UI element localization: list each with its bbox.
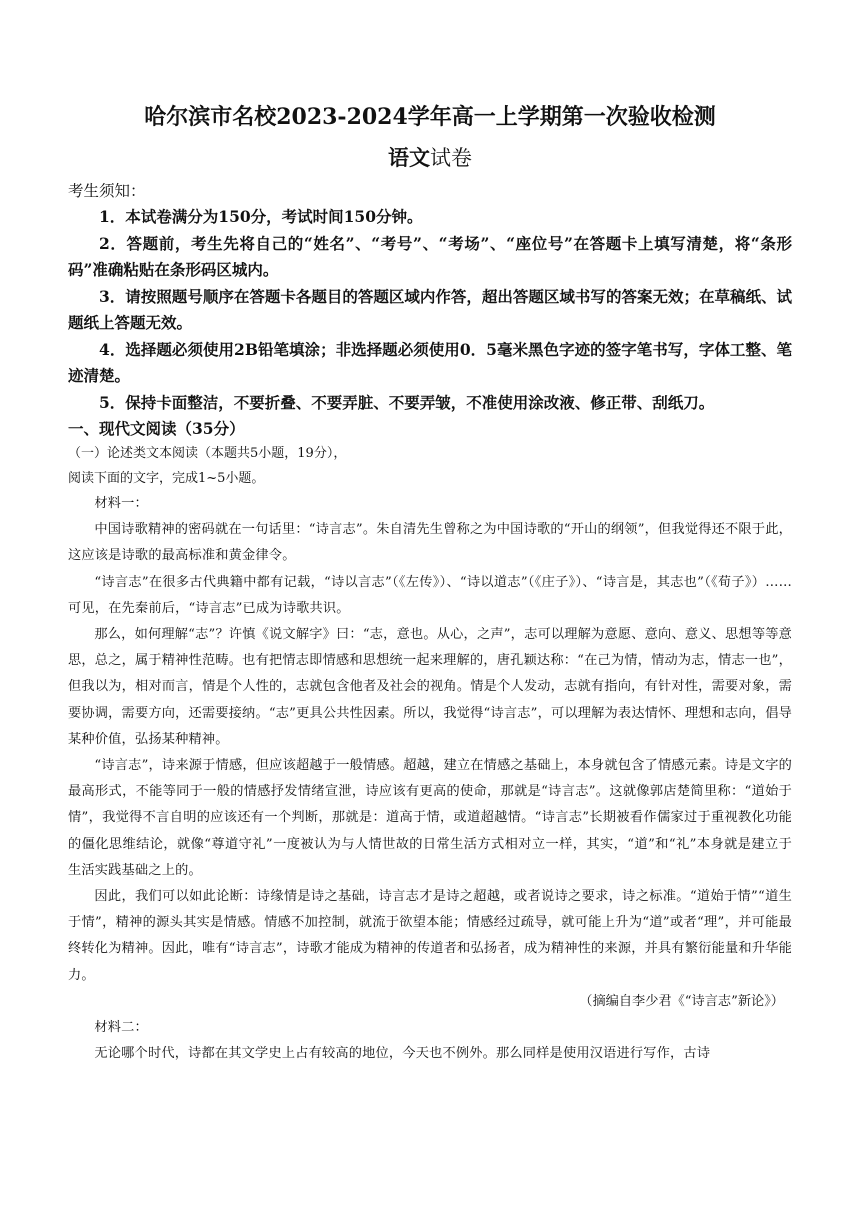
subsection-heading: （一）论述类文本阅读（本题共5小题，19分），	[68, 446, 347, 461]
notice-item-4: 4．选择题必须使用2B铅笔填涂；非选择题必须使用0．5毫米黑色字迹的签字笔书写，字体工整、笔迹清楚。	[68, 339, 792, 385]
reading-instruction: 阅读下面的文字，完成1~5小题。	[68, 471, 265, 486]
material-1-paragraph: “诗言志”在很多古代典籍中都有记载，“诗以言志”（《左传》）、“诗以道志”（《庄子》）、“诗言是，其志也”（《荀子》）……可见，在先秦前后，“诗言志”已成为诗歌共识。	[68, 574, 792, 616]
material-1-paragraph: “诗言志”，诗来源于情感，但应该超越于一般情感。超越，建立在情感之基础上，本身就包含了情感元素。诗是文字的最高形式，不能等同于一般的情感抒发情绪宣泄，诗应该有更高的使命，那就是“诗言志”。这就像郭店楚简里称：“道始于情”，我觉得不言自明的应该还有一个判断，那就是：道高于情，或道超越情。“诗言志”长期被看作儒家过于重视教化功能的僵化思维结论，就像“尊道守礼”一度被认为与人情世故的日常生活方式相对立一样，其实，“道”和“礼”本身就是建立于生活实践基础之上的。	[68, 758, 792, 878]
material-1-paragraph: 中国诗歌精神的密码就在一句话里：“诗言志”。朱自清先生曾称之为中国诗歌的“开山的纲领”，但我觉得还不限于此，这应该是诗歌的最高标准和黄金律令。	[68, 522, 792, 564]
material-1-label: 材料一：	[94, 496, 148, 511]
material-1-paragraph: 那么，如何理解“志”？许慎《说文解字》曰：“志，意也。从心，之声”，志可以理解为意愿、意向、意义、思想等等意思，总之，属于精神性范畴。也有把情志即情感和思想统一起来理解的，唐孔颖达称：“在己为情，情动为志，情志一也”，但我以为，相对而言，情是个人性的，志就包含他者及社会的视角。情是个人发动，志就有指向，有针对性，需要对象，需要协调，需要方向，还需要接纳。“志”更具公共性因素。所以，我觉得“诗言志”，可以理解为表达情怀、理想和志向，倡导某种价值，弘扬某种精神。	[68, 627, 792, 747]
exam-title: 哈尔滨市名校2023-2024学年高一上学期第一次验收检测	[144, 104, 716, 130]
material-1-paragraph: 因此，我们可以如此论断：诗缘情是诗之基础，诗言志才是诗之超越，或者说诗之要求，诗之标准。“道始于情”“道生于情”，精神的源头其实是情感。情感不加控制，就流于欲望本能；情感经过疏导，就可能上升为“道”或者“理”，并可能最终转化为精神。因此，唯有“诗言志”，诗歌才能成为精神的传道者和弘扬者，成为精神性的来源，并具有繁衍能量和升华能力。	[68, 889, 792, 983]
exam-subtitle	[68, 142, 792, 174]
paper-label: 试卷	[430, 146, 472, 170]
notice-item-3: 3．请按照题号顺序在答题卡各题目的答题区域内作答，超出答题区域书写的答案无效；在草稿纸、试题纸上答题无效。	[68, 286, 792, 332]
material-1-source: （摘编自李少君《“诗言志”新论》）	[579, 993, 784, 1009]
subject-name: 语文	[388, 145, 430, 170]
material-2-label: 材料二：	[94, 1020, 148, 1036]
notice-item-5: 5．保持卡面整洁，不要折叠、不要弄脏、不要弄皱，不准使用涂改液、修正带、刮纸刀。	[99, 392, 715, 412]
section-heading: 一、现代文阅读（35分）	[68, 419, 245, 438]
notice-heading: 考生须知：	[68, 182, 146, 200]
notice-item-1: 1．本试卷满分为150分，考试时间150分钟。	[99, 207, 423, 226]
material-2-paragraph: 无论哪个时代，诗都在其文学史上占有较高的地位，今天也不例外。那么同样是使用汉语进行写作，古诗	[94, 1046, 711, 1062]
notice-item-2: 2．答题前，考生先将自己的“姓名”、“考号”、“考场”、“座位号”在答题卡上填写清楚，将“条形码”准确粘贴在条形码区城内。	[68, 233, 792, 279]
